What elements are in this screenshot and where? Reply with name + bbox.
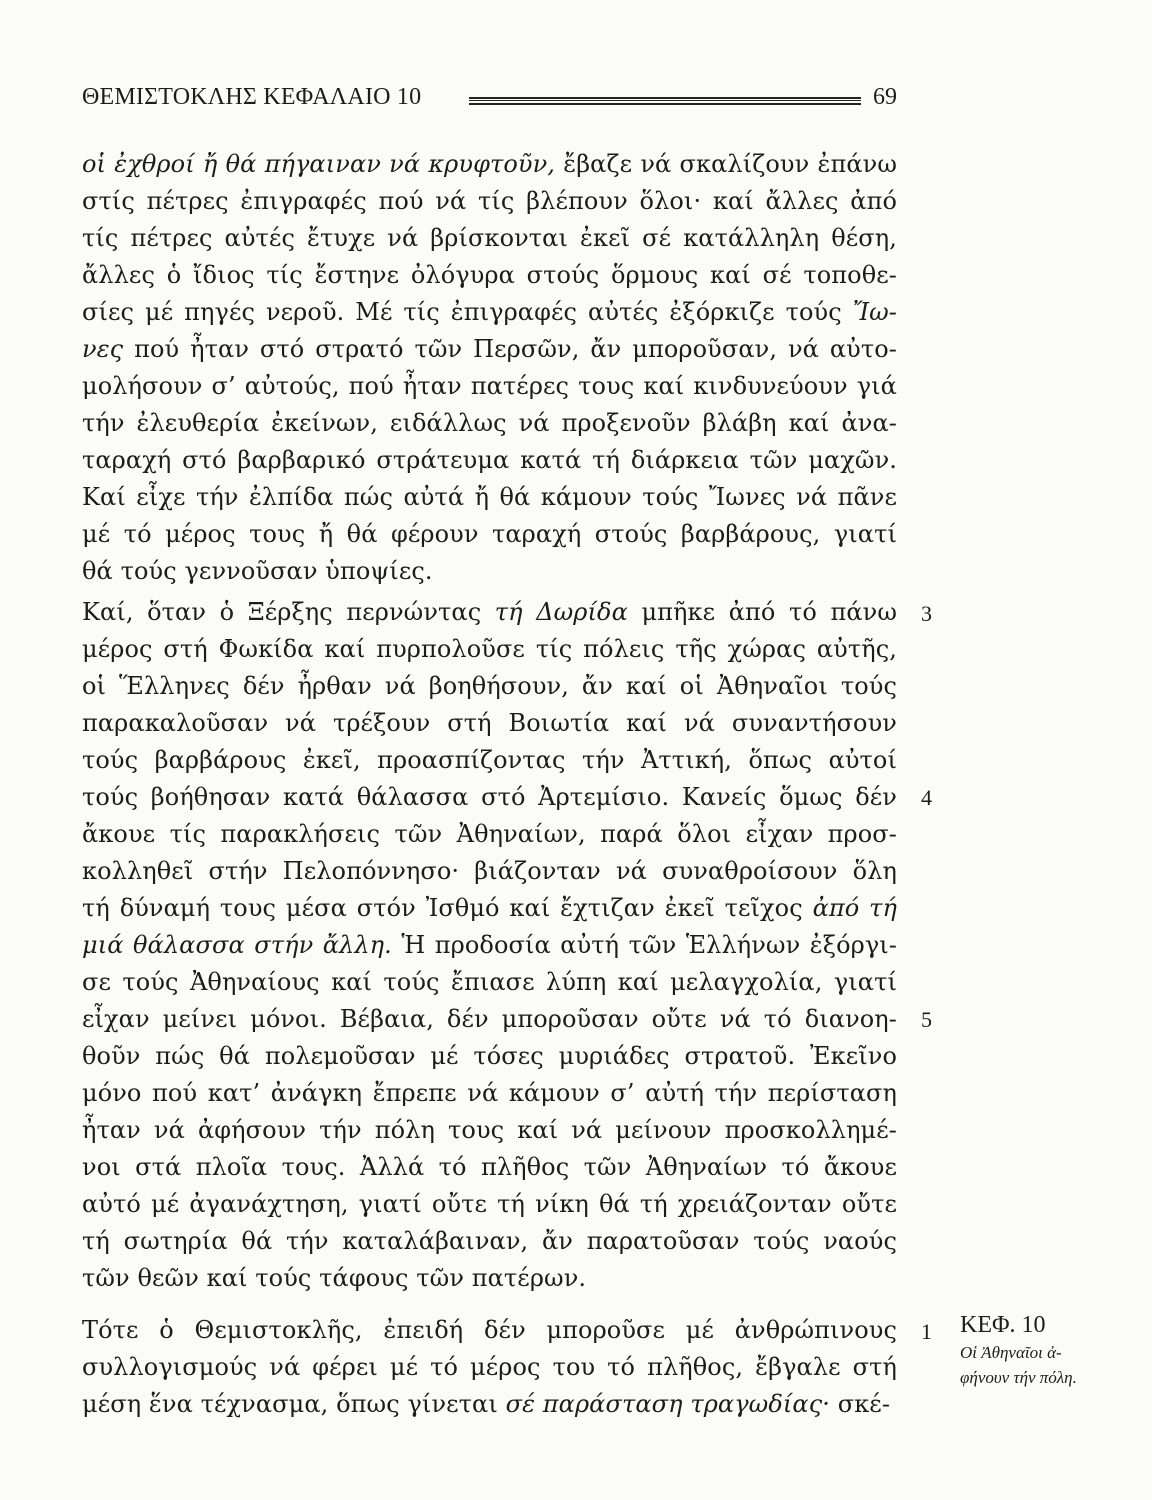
text-line xyxy=(82,1260,897,1297)
text-line xyxy=(82,964,897,1001)
text-line xyxy=(82,146,897,183)
text-run: θά τούς γεννοῦσαν ὑποψίες. xyxy=(82,557,433,585)
text-run: τίς πέτρες αὐτές ἔτυχε νά βρίσκονται ἐκεῖ σέ κατάλληλη θέση, xyxy=(82,224,897,252)
text-run: τή δύναμή τους μέσα στόν Ἰσθμό καί ἔχτιζαν ἐκεῖ τεῖχος xyxy=(82,894,813,922)
text-run: μέση ἕνα τέχνασμα, ὅπως γίνεται xyxy=(82,1390,506,1418)
text-line xyxy=(82,479,897,516)
text-line xyxy=(82,1149,897,1186)
text-line xyxy=(82,742,897,779)
text-run: κολληθεῖ στήν Πελοπόννησο· βιάζονταν νά συναθροίσουν ὅλη xyxy=(82,857,897,885)
text-run: τούς βοήθησαν κατά θάλασσα στό Ἀρτεμίσιο. Κανείς ὅμως δέν xyxy=(82,783,897,811)
italic-phrase: ἀπό τή xyxy=(812,894,897,922)
text-line xyxy=(82,594,897,631)
paragraph-2-continued xyxy=(82,146,897,590)
italic-phrase: νες xyxy=(82,335,124,363)
text-run: μολήσουν σ’ αὐτούς, πού ἦταν πατέρες τους καί κινδυνεύουν γιά xyxy=(82,372,897,400)
text-line xyxy=(82,220,897,257)
text-line xyxy=(82,442,897,479)
text-run: τήν ἐλευθερία ἐκείνων, ειδάλλως νά προξενοῦν βλάβη καί ἀνα- xyxy=(82,409,897,437)
text-line xyxy=(82,853,897,890)
text-run: πού ἦταν στό στρατό τῶν Περσῶν, ἄν μποροῦσαν, νά αὐτο- xyxy=(123,335,897,363)
text-line xyxy=(82,1038,897,1075)
text-line xyxy=(82,1186,897,1223)
text-run: Καί, ὅταν ὁ Ξέρξης περνώντας xyxy=(82,598,495,626)
text-line xyxy=(82,257,897,294)
text-line xyxy=(82,553,897,590)
text-run: Ἡ προδοσία αὐτή τῶν Ἑλλήνων ἐξόργι- xyxy=(391,931,897,959)
italic-phrase: μιά θάλασσα στήν ἄλλη. xyxy=(82,931,392,959)
text-run: μπῆκε ἀπό τό πάνω xyxy=(627,598,897,626)
text-run: ἄλλες ὁ ἴδιος τίς ἔστηνε ὀλόγυρα στούς ὅρμους καί σέ τοποθε- xyxy=(82,261,897,289)
text-line xyxy=(82,927,897,964)
text-run: σίες μέ πηγές νεροῦ. Μέ τίς ἐπιγραφές αὐτές ἐξόρκιζε τούς xyxy=(82,298,853,326)
text-run: οἱ Ἕλληνες δέν ἦρθαν νά βοηθήσουν, ἄν καί οἱ Ἀθηναῖοι τούς xyxy=(82,672,897,700)
text-run: στίς πέτρες ἐπιγραφές πού νά τίς βλέπουν ὅλοι· καί ἄλλες ἀπό xyxy=(82,187,897,215)
text-run: ἔβαζε νά σκαλίζουν ἐπάνω xyxy=(555,150,897,178)
text-run: μέ τό μέρος τους ἤ θά φέρουν ταραχή στούς βαρβάρους, γιατί xyxy=(82,520,897,548)
text-line xyxy=(82,368,897,405)
text-line xyxy=(82,183,897,220)
text-run: ἄκουε τίς παρακλήσεις τῶν Ἀθηναίων, παρά ὅλοι εἶχαν προσ- xyxy=(82,820,897,848)
text-line xyxy=(82,516,897,553)
text-line xyxy=(82,1112,897,1149)
italic-phrase: σέ παράσταση τραγωδίας· xyxy=(505,1390,830,1418)
text-run: αὐτό μέ ἀγανάχτηση, γιατί οὔτε τή νίκη θά τή χρειάζονταν οὔτε xyxy=(82,1190,897,1218)
text-line xyxy=(82,1075,897,1112)
chapter-margin-note xyxy=(960,1310,1140,1390)
text-run: τῶν θεῶν καί τούς τάφους τῶν πατέρων. xyxy=(82,1264,587,1292)
text-run: θοῦν πώς θά πολεμοῦσαν μέ τόσες μυριάδες στρατοῦ. Ἐκεῖνο xyxy=(82,1042,897,1070)
text-run: Καί εἶχε τήν ἐλπίδα πώς αὐτά ἤ θά κάμουν τούς Ἴωνες νά πᾶνε xyxy=(82,483,897,511)
text-run: τή σωτηρία θά τήν καταλάβαιναν, ἄν παρατοῦσαν τούς ναούς xyxy=(82,1227,897,1255)
chapter-subtitle-line-1: Οἱ Ἀθηναῖοι ἀ- xyxy=(960,1343,1062,1362)
section-number-4: 4 xyxy=(921,785,932,810)
text-run: σε τούς Ἀθηναίους καί τούς ἔπιασε λύπη καί μελαγχολία, γιατί xyxy=(82,968,897,996)
bleed-through-shadow xyxy=(940,905,1120,1025)
text-line xyxy=(82,1312,897,1349)
section-number-3: 3 xyxy=(921,601,932,626)
text-run: Τότε ὁ Θεμιστοκλῆς, ἐπειδή δέν μποροῦσε μέ ἀνθρώπινους xyxy=(82,1316,897,1344)
header-double-rule xyxy=(469,97,861,105)
page-number: 69 xyxy=(873,84,897,110)
text-line xyxy=(82,705,897,742)
text-line xyxy=(82,1349,897,1386)
text-run: τούς βαρβάρους ἐκεῖ, προασπίζοντας τήν Ἀττική, ὅπως αὐτοί xyxy=(82,746,897,774)
section-number-5: 5 xyxy=(921,1007,932,1032)
text-line xyxy=(82,890,897,927)
text-line xyxy=(82,1223,897,1260)
text-run: νοι στά πλοῖα τους. Ἀλλά τό πλῆθος τῶν Ἀθηναίων τό ἄκουε xyxy=(82,1153,897,1181)
text-line xyxy=(82,294,897,331)
text-line xyxy=(82,816,897,853)
text-line xyxy=(82,1001,897,1038)
italic-phrase: Ἴω- xyxy=(852,298,897,326)
section-number-1: 1 xyxy=(921,1319,932,1344)
header-title: ΘΕΜΙΣΤΟΚΛΗΣ ΚΕΦΑΛΑΙΟ 10 xyxy=(82,84,422,110)
text-line xyxy=(82,779,897,816)
text-run: συλλογισμούς νά φέρει μέ τό μέρος του τό πλῆθος, ἔβγαλε στή xyxy=(82,1353,897,1381)
text-run: ταραχή στό βαρβαρικό στράτευμα κατά τή διάρκεια τῶν μαχῶν. xyxy=(82,446,897,474)
text-run: μόνο πού κατ’ ἀνάγκη ἔπρεπε νά κάμουν σ’ αὐτή τήν περίσταση xyxy=(82,1079,897,1107)
text-line xyxy=(82,1386,897,1423)
italic-phrase: οἱ ἐχθροί ἤ θά πήγαιναν νά κρυφτοῦν, xyxy=(82,150,556,178)
text-run: σκέ- xyxy=(829,1390,891,1418)
text-run: ἦταν νά ἀφήσουν τήν πόλη τους καί νά μείνουν προσκολλημέ- xyxy=(82,1116,897,1144)
paragraph-chapter-10-1 xyxy=(82,1312,897,1423)
paragraph-3 xyxy=(82,594,897,1297)
text-run: εἶχαν μείνει μόνοι. Βέβαια, δέν μποροῦσαν οὔτε νά τό διανοη- xyxy=(82,1005,897,1033)
text-run: μέρος στή Φωκίδα καί πυρπολοῦσε τίς πόλεις τῆς χώρας αὐτῆς, xyxy=(82,635,897,663)
italic-phrase: τή Δωρίδα xyxy=(494,598,628,626)
text-run: παρακαλοῦσαν νά τρέξουν στή Βοιωτία καί νά συναντήσουν xyxy=(82,709,897,737)
chapter-label: ΚΕΦ. 10 xyxy=(960,1312,1046,1338)
text-line xyxy=(82,668,897,705)
text-line xyxy=(82,331,897,368)
running-header xyxy=(82,84,897,116)
text-line xyxy=(82,631,897,668)
chapter-subtitle-line-2: φήνουν τήν πόλη. xyxy=(960,1368,1077,1387)
text-line xyxy=(82,405,897,442)
